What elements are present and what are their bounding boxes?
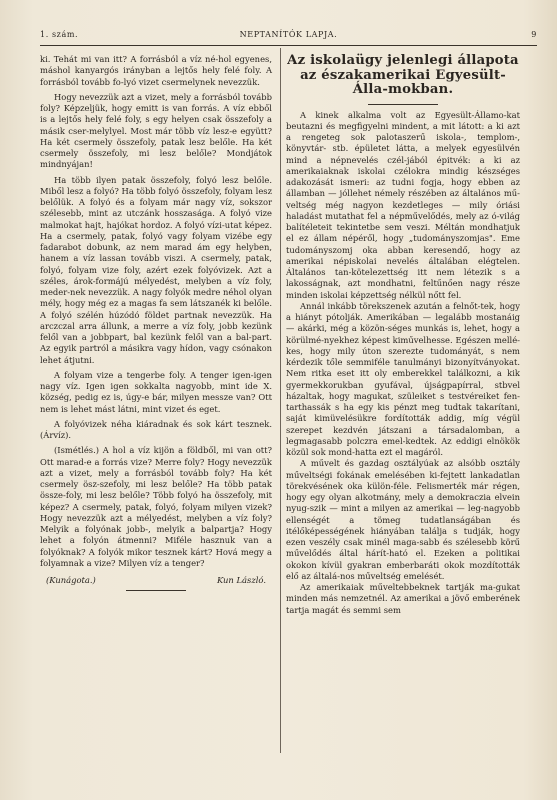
paragraph: A folyam vize a tengerbe foly. A tenger igen-igen nagy víz. Igen igen sokkalta nagyobb, mint ide X. község, pedig ez is, úgy-e bár, milyen messze van? Ott nem is lehet mást látni, mint vizet és eget.	[40, 369, 272, 414]
header-rule	[40, 45, 537, 46]
paragraph: A művelt és gazdag osztályúak az alsóbb osztály műveltségi fokának emelésében ki-fejtett lankadatlan törekvésének oka külön-féle. Felismerték már régen, hogy egy olyan alkotmány, mely a demokraczia elvein nyug-szik — mint a milyen az amerikai — leg-nagyobb ellenségét a tömeg tudatlanságában és itélőképességének hiányában találja s tudják, hogy ezen veszély csak minél maga-sabb és szélesebb körű művelődés által hárít-ható el. Ezeken a politikai okokon kívül gyakran emberbaráti okok mozdították elő az általá-nos műveltség emelését.	[286, 458, 520, 581]
signature-author: Kun László.	[216, 575, 266, 585]
column-divider	[280, 48, 281, 753]
page-header	[40, 30, 537, 44]
signature-place: (Kunágota.)	[46, 575, 96, 585]
page-number: 9	[531, 30, 537, 39]
paragraph: Hogy nevezzük azt a vizet, mely a forrásból tovább foly? Képzeljük, hogy emitt is van forrás. A víz ebből is a lejtős hely felé foly, s egy helyen csak összefoly a másik cser-melylyel. Most már több víz lesz-e együtt? Ha két csermely összefoly, patak lesz belőle. Ha két csermely összefoly, mi lesz belőle? Mondjátok mindnyájan!	[40, 91, 272, 170]
end-rule	[126, 590, 186, 591]
paragraph: (Ismétlés.) A hol a víz kijön a földből, mi van ott? Ott marad-e a forrás vize? Merre foly? Hogy nevezzük azt a vizet, mely a forrásból tovább foly? Ha két csermely ösz-szefoly, mi lesz belőle? Ha több patak össze-foly, mi lesz belőle? Több folyó ha összefoly, mit képez? A csermely, patak, folyó, folyam milyen vizek? Hogy nevezzük azt a mélyedést, melyben a víz foly? Melyik a folyónak jobb-, melyik a balpartja? Hogy lehet a folyón átmenni? Miféle hasznuk van a folyóknak? A folyók mikor tesznek kárt? Hová megy a folyamnak a vize? Milyen víz a tenger?	[40, 445, 272, 568]
paragraph: Az amerikaiak műveltebbeknek tartják ma-gukat minden más nemzetnél. Az amerikai a jövő emberének tartja magát és semmi sem	[286, 582, 520, 615]
journal-title: NEPTANÍTÓK LAPJA.	[239, 30, 338, 39]
issue-number: 1. szám.	[40, 30, 79, 39]
paragraph: A folyóvizek néha kiáradnak és sok kárt tesznek. (Árvíz).	[40, 418, 272, 440]
paragraph: Annál inkább törekszenek azután a felnőt-tek, hogy a hiányt pótolják. Amerikában — legalább mostanáig — akárki, még a közön-séges munkás is, lehet, hogy a körülmé-nyekhez képest kiművelhesse. Egészen mellé-kes, hogy mily úton szerezte tudományát, s nem kérdezik tőle semmiféle tanulmányi bizonyítványokat. Nem ritka eset itt oly emberekkel találkozni, a kik gyermekkorukban gyufával, újságpapírral, stbvel házaltak, hogy magukat, szüleiket s testvéreiket fen-tarthassák s ha egy kis pénzt meg tudtak takarítani, saját kimüvelésükre fordították addig, míg végül szerepet kezdvén játszani a társadalomban, a legmagasabb polczra emel-kedtek. Az eddigi elnökök közül sok mond-hatta ezt el magáról.	[286, 300, 520, 457]
article-signature	[40, 575, 272, 586]
paragraph: ki. Tehát mi van itt? A forrásból a víz né-hol egyenes, máshol kanyargós irányban a lejtős hely felé foly. A forrásból tovább fo-lyó vizet csermelynek nevezzük.	[40, 54, 272, 87]
paragraph: Ha több ilyen patak összefoly, folyó lesz belőle. Miből lesz a folyó? Ha több folyó összefoly, folyam lesz belőlük. A folyó és a folyam már nagy víz, sokszor szélesebb, mint az utczánk hosszasága. A folyó vize malmokat hajt, hajókat hordoz. A folyó vízi-utat képez. Ha a csermely, patak, folyó vagy folyam vizébe egy fadarabot dobunk, az nem marad ám egy helyben, hanem a víz lassan tovább viszi. A csermely, patak, folyó, folyam vize foly, azért ezek folyóvizek. Azt a széles, árok-formájú mélyedést, melyben a víz foly, meder-nek nevezzük. A nagy folyók medre néhol olyan mély, hogy még ez a magas fa sem látszanék ki belőle. A folyó szélén húzódó földet partnak nevezzük. Ha arczczal arra állunk, a merre a víz foly, jobb kezünk felől van a jobbpart, bal kezünk felől van a bal-part. Az egyik partról a másikra vagy hídon, vagy csónakon lehet átjutni.	[40, 174, 272, 365]
right-column	[286, 54, 520, 616]
left-column	[40, 54, 272, 591]
paragraph: A kinek alkalma volt az Egyesült-Államo-kat beutazni és megfigyelni mindent, a mit látott: a ki azt a rengeteg sok palotaszerű iskola-, templom-, könyvtár- stb. épületet látta, a melyek egyesülvén mind a népnevelés czél-jából épitvék: a ki az amerikaiaknak iskolai czélokra mindig készséges adakozását ismeri: az tudni fogja, hogy ebben az államban — jóllehet némely részében az általános mű-veltség még nagyon kezdetleges — mily óriási haladást mutathat fel a népművelődés, mely az ó-világ balítéleteit tekintetbe sem veszi. Méltán mondhatjuk el ez állam népéről, hogy „tudományszomjas". Eme tudományszomj oka abban keresendő, hogy az amerikai népiskolai nevelés általában elégtelen. Általános tan-kötelezettség itt nem létezik s a lakosságnak, azt mondhatni, feltűnően nagy része minden iskolai képzettség nélkül nőtt fel.	[286, 109, 520, 300]
title-rule	[368, 104, 438, 105]
article-title: Az iskolaügy jelenlegi állapota az északamerikai Egyesült-Álla-mokban.	[287, 53, 519, 97]
